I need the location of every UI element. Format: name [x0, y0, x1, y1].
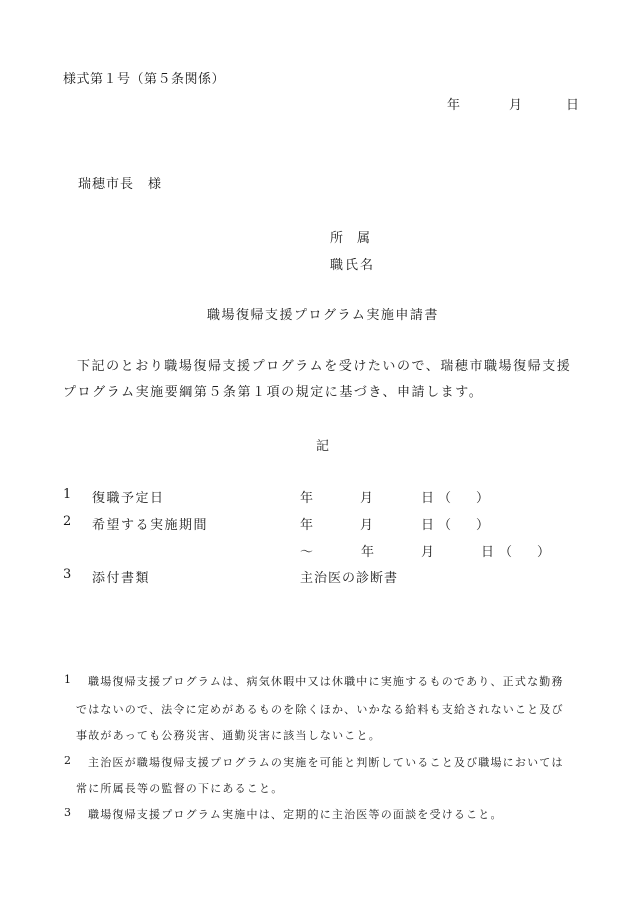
affiliation-label: 所属: [330, 231, 385, 246]
item-year-label: 年: [300, 518, 314, 533]
item-label-return-date: 復職予定日: [92, 491, 165, 506]
note-number: 2: [64, 754, 73, 767]
attachment-value: 主治医の診断書: [300, 571, 399, 586]
employee-name-label: 職氏名: [330, 258, 376, 273]
body-paragraph: 下記のとおり職場復帰支援プログラムを受けたいので、瑞穂市職場復帰支援プログラム実施要綱第５条第１項の規定に基づき、申請します。: [63, 359, 572, 400]
note-line: 常に所属長等の監督の下にあること。: [76, 782, 284, 795]
note-line: 事故があっても公務災害、通勤災害に該当しないこと。: [76, 729, 381, 742]
item-weekday-paren: （ ）: [499, 545, 557, 560]
addressee: 瑞穂市長 様: [78, 177, 163, 192]
note-line: ではないので、法令に定めがあるものを除くほか、いかなる給料も支給されないこと及び: [76, 703, 564, 716]
item-label-attachments: 添付書類: [92, 571, 151, 586]
date-day-label: 日: [566, 98, 580, 113]
item-label-desired-period: 希望する実施期間: [92, 518, 209, 533]
date-year-label: 年: [447, 98, 461, 113]
item-day-label: 日: [421, 518, 435, 533]
item-number: 1: [63, 487, 72, 502]
item-month-label: 月: [360, 518, 374, 533]
document-title: 職場復帰支援プログラム実施申請書: [207, 308, 439, 323]
note-line: 職場復帰支援プログラムは、病気休暇中又は休職中に実施するものであり、正式な勤務: [88, 675, 564, 688]
note-line: 主治医が職場復帰支援プログラムの実施を可能と判断していること及び職場においては: [88, 756, 564, 769]
form-number: 様式第１号（第５条関係）: [63, 72, 226, 87]
item-weekday-paren: （ ）: [438, 491, 496, 506]
ki-label: 記: [316, 439, 330, 454]
item-year-label: 年: [361, 545, 375, 560]
item-day-label: 日: [481, 545, 495, 560]
item-year-label: 年: [300, 491, 314, 506]
item-weekday-paren: （ ）: [438, 518, 496, 533]
note-number: 3: [64, 806, 73, 819]
note-number: 1: [64, 673, 73, 686]
note-line: 職場復帰支援プログラム実施中は、定期的に主治医等の面談を受けること。: [88, 808, 503, 821]
item-month-label: 月: [360, 491, 374, 506]
period-tilde: ～: [300, 545, 314, 560]
item-day-label: 日: [421, 491, 435, 506]
item-number: 2: [63, 514, 72, 529]
date-month-label: 月: [509, 98, 523, 113]
item-number: 3: [63, 567, 72, 582]
item-month-label: 月: [421, 545, 435, 560]
